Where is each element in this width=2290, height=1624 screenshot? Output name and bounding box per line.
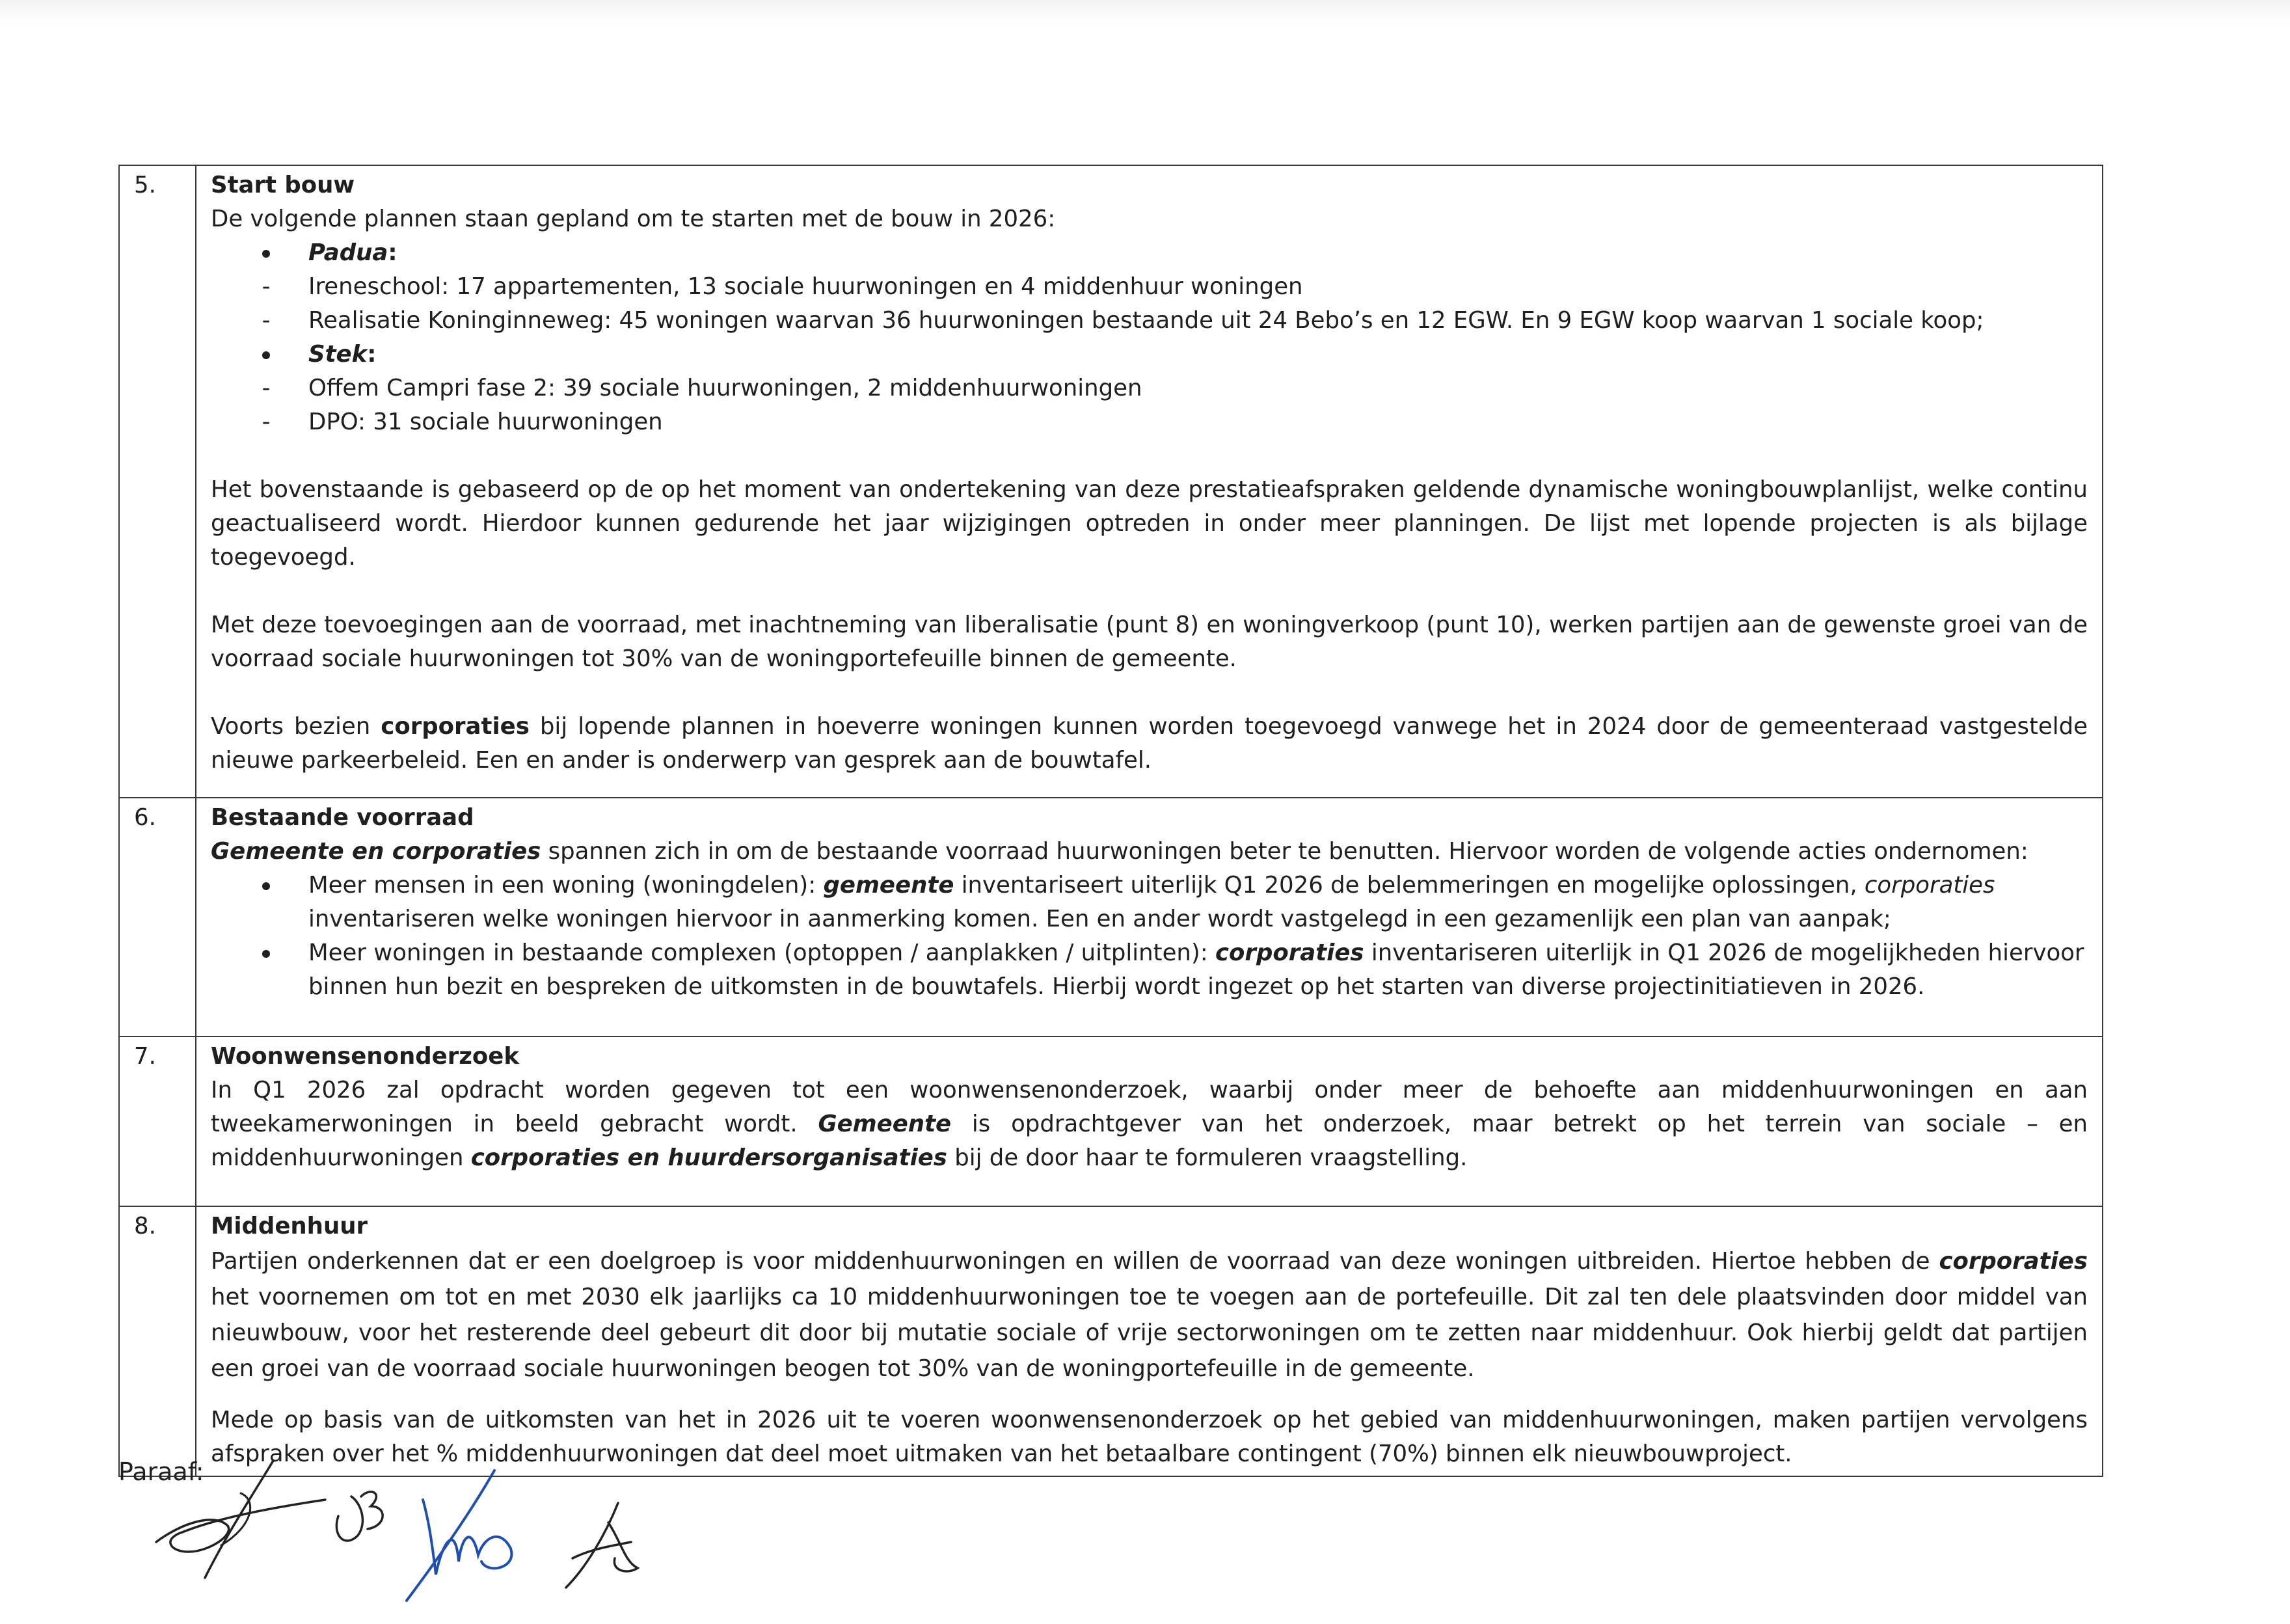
row-content bbox=[196, 798, 2103, 1036]
bullet-icon bbox=[256, 936, 276, 970]
list-item bbox=[211, 304, 2088, 338]
row-number: 6. bbox=[119, 798, 196, 1036]
section-title: Middenhuur bbox=[211, 1213, 368, 1239]
list-item-text: Offem Campri fase 2: 39 sociale huurwoningen, 2 middenhuurwoningen bbox=[308, 375, 1142, 401]
paragraph: Voorts bezien corporaties bij lopende plannen in hoeverre woningen kunnen worden toegevoegd vanwege het in 2024 door de gemeenteraad vastgestelde nieuwe parkeerbeleid. Een en ander is onderwerp van gesprek aan de bouwtafel. bbox=[211, 713, 2088, 774]
signature-initials-1 bbox=[143, 1454, 338, 1584]
list-item-text: Realisatie Koninginneweg: 45 woningen waarvan 36 huurwoningen bestaande uit 24 Bebo’s en 12 EGW. En 9 EGW koop waarvan 1 sociale koop; bbox=[308, 307, 1984, 334]
group-colon: : bbox=[367, 341, 377, 368]
list-item bbox=[211, 338, 2088, 372]
table-row bbox=[119, 165, 2103, 798]
section-title: Bestaande voorraad bbox=[211, 804, 474, 831]
dash-icon: - bbox=[262, 375, 271, 401]
dash-icon: - bbox=[262, 273, 271, 300]
table-row bbox=[119, 1206, 2103, 1476]
bullet-icon bbox=[256, 869, 276, 902]
list-item bbox=[211, 405, 2088, 439]
paragraph: Mede op basis van de uitkomsten van het in 2026 uit te voeren woonwensenonderzoek op het gebied van middenhuurwoningen, maken partijen vervolgens afspraken over het % middenhuurwoningen dat deel moet uitmaken van het betaalbare contingent (70%) binnen elk nieuwbouwproject. bbox=[211, 1407, 2088, 1467]
paragraph: In Q1 2026 zal opdracht worden gegeven tot een woonwensenonderzoek, waarbij onder meer de behoefte aan middenhuurwoningen en aan tweekamerwoningen in beeld gebracht wordt. Gemeente is opdrachtgever van het onderzoek, maar betrekt op het terrein van sociale – en middenhuurwoningen corporaties en huurdersorganisaties bij de door haar te formuleren vraagstelling. bbox=[211, 1077, 2088, 1171]
scan-top-edge bbox=[0, 0, 2290, 23]
table-row bbox=[119, 798, 2103, 1036]
list-item-text: Ireneschool: 17 appartementen, 13 sociale huurwoningen en 4 middenhuur woningen bbox=[308, 273, 1303, 300]
dash-icon: - bbox=[262, 307, 271, 334]
section-intro: Gemeente en corporaties spannen zich in om de bestaande voorraad huurwoningen beter te benutten. Hiervoor worden de volgende acties ondernomen: bbox=[211, 838, 2028, 865]
group-colon: : bbox=[388, 239, 397, 266]
paragraph: Partijen onderkennen dat er een doelgroep is voor middenhuurwoningen en willen de voorraad van deze woningen uitbreiden. Hiertoe hebben de corporaties het voornemen om tot en met 2030 elk jaarlijks ca 10 middenhuurwoningen toe te voegen aan de portefeuille. Dit zal ten dele plaatsvinden door middel van nieuwbouw, voor het resterende deel gebeurt dit door bij mutatie sociale of vrije sectorwoningen om te zetten naar middenhuur. Ook hierbij geldt dat partijen een groei van de voorraad sociale huurwoningen beogen tot 30% van de woningportefeuille in de gemeente. bbox=[211, 1248, 2088, 1382]
section-title: Woonwensenonderzoek bbox=[211, 1043, 519, 1070]
plan-list bbox=[211, 236, 2088, 439]
row-content bbox=[196, 1036, 2103, 1206]
row-number: 7. bbox=[119, 1036, 196, 1206]
section-title: Start bouw bbox=[211, 172, 355, 198]
bullet-icon bbox=[256, 338, 276, 372]
list-item-text: DPO: 31 sociale huurwoningen bbox=[308, 409, 663, 435]
row-number: 5. bbox=[119, 165, 196, 798]
signature-initials-3 bbox=[397, 1464, 527, 1607]
section-intro: De volgende plannen staan gepland om te starten met de bouw in 2026: bbox=[211, 206, 1056, 232]
paragraph: Met deze toevoegingen aan de voorraad, met inachtneming van liberalisatie (punt 8) en woningverkoop (punt 10), werken partijen aan de gewenste groei van de voorraad sociale huurwoningen tot 30% van de woningportefeuille binnen de gemeente. bbox=[211, 612, 2088, 672]
row-number: 8. bbox=[119, 1206, 196, 1476]
list-item: Meer woningen in bestaande complexen (optoppen / aanplakken / uitplinten): corporaties inventariseren uiterlijk in Q1 2026 de mogelijkheden hiervoor binnen hun bezit en bespreken de uitkomsten in de bouwtafels. Hierbij wordt ingezet op het starten van diverse projectinitiatieven in 2026. bbox=[211, 936, 2088, 1004]
bullet-icon bbox=[256, 236, 276, 270]
signature-initials-4 bbox=[559, 1496, 644, 1594]
table-row bbox=[119, 1036, 2103, 1206]
list-item bbox=[211, 270, 2088, 304]
agreements-table bbox=[118, 165, 2103, 1477]
group-name: Padua bbox=[308, 239, 388, 266]
signature-initials-2 bbox=[332, 1477, 390, 1555]
list-item bbox=[211, 236, 2088, 270]
paraaf-label: Paraaf: bbox=[118, 1457, 204, 1486]
dash-icon: - bbox=[262, 409, 271, 435]
list-item bbox=[211, 372, 2088, 405]
row-content bbox=[196, 1206, 2103, 1476]
row-content bbox=[196, 165, 2103, 798]
action-list bbox=[211, 869, 2088, 1004]
list-item: Meer mensen in een woning (woningdelen): gemeente inventariseert uiterlijk Q1 2026 de belemmeringen en mogelijke oplossingen, corporaties inventariseren welke woningen hiervoor in aanmerking komen. Een en ander wordt vastgelegd in een gezamenlijk een plan van aanpak; bbox=[211, 869, 2088, 936]
group-name: Stek bbox=[308, 341, 368, 368]
paragraph: Het bovenstaande is gebaseerd op de op het moment van ondertekening van deze prestatieafspraken geldende dynamische woningbouwplanlijst, welke continu geactualiseerd wordt. Hierdoor kunnen gedurende het jaar wijzigingen optreden in onder meer planningen. De lijst met lopende projecten is als bijlage toegevoegd. bbox=[211, 476, 2088, 571]
